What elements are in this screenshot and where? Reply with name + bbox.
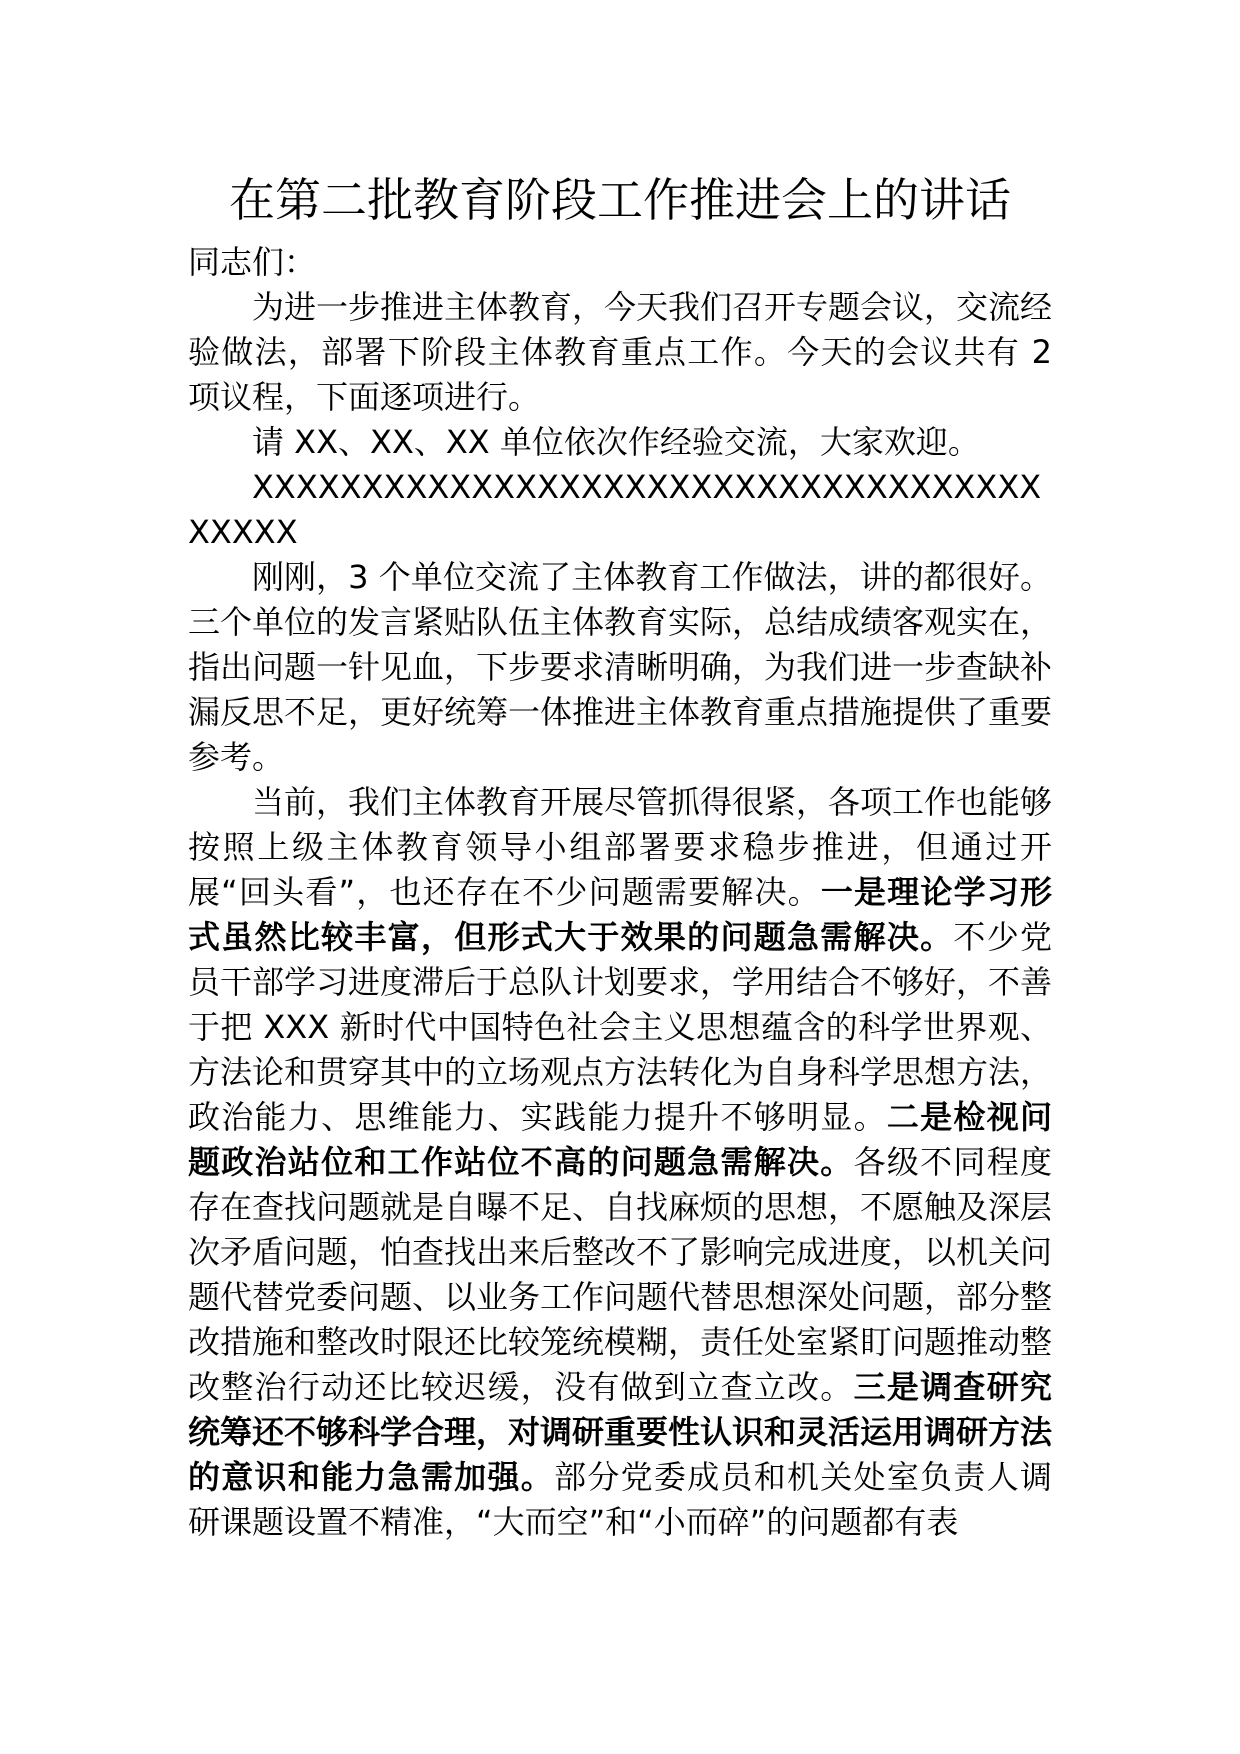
paragraph-text: 不少党员干部学习进度滞后于总队计划要求，学用结合不够好，不善于把 XXX 新时代中国特色社会主义思想蕴含的科学世界观、方法论和贯穿其中的立场观点方法转化为自身科学思想方法，政治能力、思维能力、实践能力提升不够明显。 <box>188 918 1053 1136</box>
salutation: 同志们： <box>188 243 317 281</box>
emphasis-text: 二是检视问题政治站位和工作站位不高的问题急需解决。 <box>188 1098 1052 1181</box>
paragraph-p3 <box>188 465 1052 555</box>
paragraph-p1 <box>188 285 1052 420</box>
paragraph-text: 各级不同程度存在查找问题就是自曝不足、自找麻烦的思想，不愿触及深层次矛盾问题，怕查找出来后整改不了影响完成进度，以机关问题代替党委问题、以业务工作问题代替思想深处问题，部分整改措施和整改时限还比较笼统模糊，责任处室紧盯问题推动整改整治行动还比较迟缓，没有做到立查立改。 <box>188 1143 1053 1406</box>
emphasis-text: 一是理论学习形式虽然比较丰富，但形式大于效果的问题急需解决。 <box>188 873 1052 956</box>
paragraph-list <box>188 285 1052 1545</box>
document-title: 在第二批教育阶段工作推进会上的讲话 <box>229 173 1011 227</box>
paragraph-text: 当前，我们主体教育开展尽管抓得很紧，各项工作也能够按照上级主体教育领导小组部署要求稳步推进，但通过开展“回头看”，也还存在不少问题需要解决。 <box>188 783 1053 911</box>
document-body <box>188 240 1052 1545</box>
paragraph-p4 <box>188 555 1052 780</box>
paragraph-p5 <box>188 780 1052 1545</box>
paragraph-text: 部分党委成员和机关处室负责人调研课题设置不精准，“大而空”和“小而碎”的问题都有表 <box>188 1458 1052 1541</box>
paragraph-text: 刚刚，3 个单位交流了主体教育工作做法，讲的都很好。三个单位的发言紧贴队伍主体教育实际，总结成绩客观实在，指出问题一针见血，下步要求清晰明确，为我们进一步查缺补漏反思不足，更好统筹一体推进主体教育重点措施提供了重要参考。 <box>188 558 1053 776</box>
paragraph-text: 请 XX、XX、XX 单位依次作经验交流，大家欢迎。 <box>252 423 980 461</box>
emphasis-text: 三是调查研究统筹还不够科学合理，对调研重要性认识和灵活运用调研方法的意识和能力急需加强。 <box>188 1368 1053 1496</box>
paragraph-p2 <box>188 420 1052 465</box>
paragraph-text: 为进一步推进主体教育，今天我们召开专题会议，交流经验做法，部署下阶段主体教育重点工作。今天的会议共有 2 项议程，下面逐项进行。 <box>188 288 1053 416</box>
paragraph-text: XXXXXXXXXXXXXXXXXXXXXXXXXXXXXXXXXXXXXXXXX <box>188 468 1042 551</box>
